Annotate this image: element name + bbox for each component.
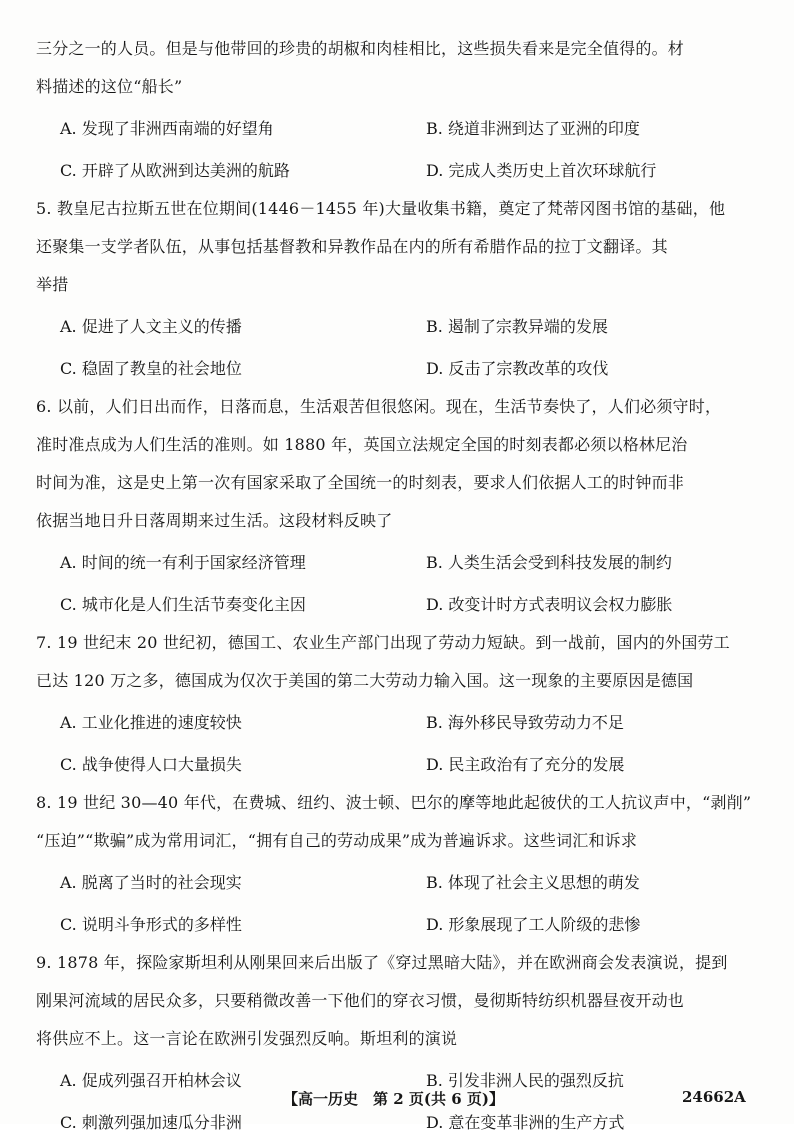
options-row xyxy=(36,304,766,346)
answer-option: B. 人类生活会受到科技发展的制约 xyxy=(426,552,672,572)
question-stem-line: 时间为准，这是史上第一次有国家采取了全国统一的时刻表，要求人们依据人工的时钟而非 xyxy=(36,473,685,492)
answer-option: B. 遏制了宗教异端的发展 xyxy=(426,316,608,336)
answer-option: C. 城市化是人们生活节奏变化主因 xyxy=(60,594,306,614)
answer-option: D. 意在变革非洲的生产方式 xyxy=(426,1112,625,1132)
question-stem-line: 9. 1878 年，探险家斯坦利从刚果回来后出版了《穿过黑暗大陆》，并在欧洲商会发表演说，提到 xyxy=(36,953,728,972)
options-row xyxy=(36,540,766,582)
question-stem-line: 刚果河流域的居民众多，只要稍微改善一下他们的穿衣习惯，曼彻斯特纺织机器昼夜开动也 xyxy=(36,991,685,1010)
question-stem-line: 将供应不上。这一言论在欧洲引发强烈反响。斯坦利的演说 xyxy=(36,1029,458,1048)
footer-exam-code: 24662A xyxy=(682,1088,746,1106)
answer-option: B. 体现了社会主义思想的萌发 xyxy=(426,872,640,892)
question-stem-line: 准时准点成为人们生活的准则。如 1880 年，英国立法规定全国的时刻表都必须以格林尼治 xyxy=(36,435,688,454)
options-row xyxy=(36,346,766,388)
answer-option: B. 绕道非洲到达了亚洲的印度 xyxy=(426,118,640,138)
options-row xyxy=(36,902,766,944)
question-stem-line: 7. 19 世纪末 20 世纪初，德国工、农业生产部门出现了劳动力短缺。到一战前，国内的外国劳工 xyxy=(36,633,730,652)
answer-option: D. 改变计时方式表明议会权力膨胀 xyxy=(426,594,673,614)
question-q5 xyxy=(36,190,766,388)
question-list xyxy=(36,30,766,1142)
question-stem-line: 依据当地日升日落周期来过生活。这段材料反映了 xyxy=(36,511,393,530)
question-stem-line: 三分之一的人员。但是与他带回的珍贵的胡椒和肉桂相比，这些损失看来是完全值得的。材 xyxy=(36,39,685,58)
question-stem-line: “压迫”“欺骗”成为常用词汇，“拥有自己的劳动成果”成为普遍诉求。这些词汇和诉求 xyxy=(36,831,638,850)
options-row xyxy=(36,700,766,742)
question-stem-line: 5. 教皇尼古拉斯五世在位期间(1446－1455 年)大量收集书籍，奠定了梵蒂冈图书馆的基础，他 xyxy=(36,199,726,218)
options-row xyxy=(36,742,766,784)
question-stem-line: 已达 120 万之多，德国成为仅次于美国的第二大劳动力输入国。这一现象的主要原因是德国 xyxy=(36,671,694,690)
question-stem-line: 料描述的这位“船长” xyxy=(36,77,183,96)
question-stem-line: 还聚集一支学者队伍，从事包括基督教和异教作品在内的所有希腊作品的拉丁文翻译。其 xyxy=(36,237,668,256)
answer-option: A. 促进了人文主义的传播 xyxy=(60,316,242,336)
answer-option: B. 引发非洲人民的强烈反抗 xyxy=(426,1070,624,1090)
answer-option: A. 脱离了当时的社会现实 xyxy=(60,872,242,892)
answer-option: D. 形象展现了工人阶级的悲惨 xyxy=(426,914,641,934)
answer-option: C. 刺激列强加速瓜分非洲 xyxy=(60,1112,242,1132)
answer-option: C. 战争使得人口大量损失 xyxy=(60,754,242,774)
question-q9 xyxy=(36,944,766,1142)
question-q8 xyxy=(36,784,766,944)
question-stem-line: 6. 以前，人们日出而作，日落而息，生活艰苦但很悠闲。现在，生活节奏快了，人们必须守时， xyxy=(36,397,722,416)
question-q7 xyxy=(36,624,766,784)
options-row xyxy=(36,860,766,902)
answer-option: A. 发现了非洲西南端的好望角 xyxy=(60,118,274,138)
question-stem-line: 8. 19 世纪 30—40 年代，在费城、纽约、波士顿、巴尔的摩等地此起彼伏的工人抗议声中，“剥削” xyxy=(36,793,752,812)
footer-page-label: 【高一历史 第 2 页(共 6 页)】 xyxy=(283,1090,504,1108)
answer-option: C. 稳固了教皇的社会地位 xyxy=(60,358,242,378)
answer-option: B. 海外移民导致劳动力不足 xyxy=(426,712,624,732)
options-row xyxy=(36,148,766,190)
options-row xyxy=(36,106,766,148)
options-row xyxy=(36,582,766,624)
answer-option: D. 反击了宗教改革的攻伐 xyxy=(426,358,609,378)
answer-option: C. 开辟了从欧洲到达美洲的航路 xyxy=(60,160,290,180)
answer-option: A. 促成列强召开柏林会议 xyxy=(60,1070,242,1090)
question-stem-line: 举措 xyxy=(36,275,69,294)
answer-option: D. 完成人类历史上首次环球航行 xyxy=(426,160,657,180)
page-footer xyxy=(0,1088,794,1110)
question-q4 xyxy=(36,30,766,190)
answer-option: A. 时间的统一有利于国家经济管理 xyxy=(60,552,306,572)
answer-option: D. 民主政治有了充分的发展 xyxy=(426,754,625,774)
answer-option: C. 说明斗争形式的多样性 xyxy=(60,914,242,934)
question-q6 xyxy=(36,388,766,624)
answer-option: A. 工业化推进的速度较快 xyxy=(60,712,242,732)
